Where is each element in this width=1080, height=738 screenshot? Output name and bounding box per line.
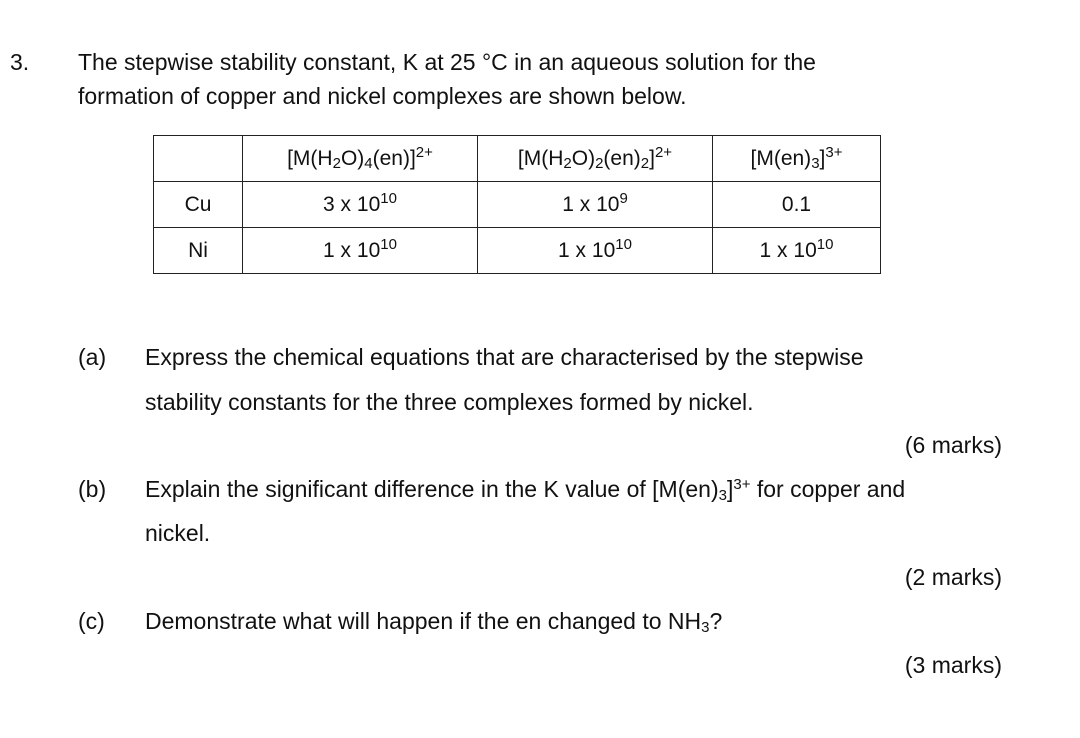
k-value-cell: 1 x $10^9$ (478, 182, 713, 228)
k-value-cell: 1 x $10^{10}$ (243, 228, 478, 274)
k-value-cell: 1 x $10^{10}$ (713, 228, 881, 274)
part-c-label: (c) (78, 608, 105, 634)
part-b-line1: Explain the significant difference in the K value of $[M(en)_3]^{3+}$ for copper and (145, 476, 906, 504)
row-metal-label: Cu (154, 182, 243, 228)
header-complex-2: $[M(H_2O)_2(en)_2]^{2+}$ (478, 136, 713, 182)
k-value-cell: 1 x $10^{10}$ (478, 228, 713, 274)
table-row (154, 228, 881, 274)
question-intro-line1: The stepwise stability constant, K at 25 °C in an aqueous solution for the (78, 49, 816, 75)
part-c-line1: Demonstrate what will happen if the en changed to $NH_3$? (145, 608, 723, 636)
part-b-marks: (2 marks) (904, 564, 1002, 590)
part-a-marks: (6 marks) (904, 432, 1002, 458)
k-value-cell: 3 x $10^{10}$ (243, 182, 478, 228)
part-b-line2: nickel. (145, 520, 211, 546)
part-c-marks: (3 marks) (904, 652, 1002, 678)
part-b-label: (b) (78, 476, 107, 502)
question-number: 3. (10, 49, 30, 75)
table-corner-cell (154, 136, 243, 182)
row-metal-label: Ni (154, 228, 243, 274)
part-a-line1: Express the chemical equations that are characterised by the stepwise (145, 344, 864, 370)
part-a-label: (a) (78, 344, 107, 370)
header-complex-3: $[M(en)_3]^{3+}$ (713, 136, 881, 182)
stability-constant-table (153, 135, 881, 274)
k-value-cell: 0.1 (713, 182, 881, 228)
header-complex-1: $[M(H_2O)_4(en)]^{2+}$ (243, 136, 478, 182)
part-a-line2: stability constants for the three complexes formed by nickel. (145, 389, 754, 415)
table-header-row (154, 136, 881, 182)
question-intro-line2: formation of copper and nickel complexes are shown below. (78, 83, 687, 109)
table-row (154, 182, 881, 228)
